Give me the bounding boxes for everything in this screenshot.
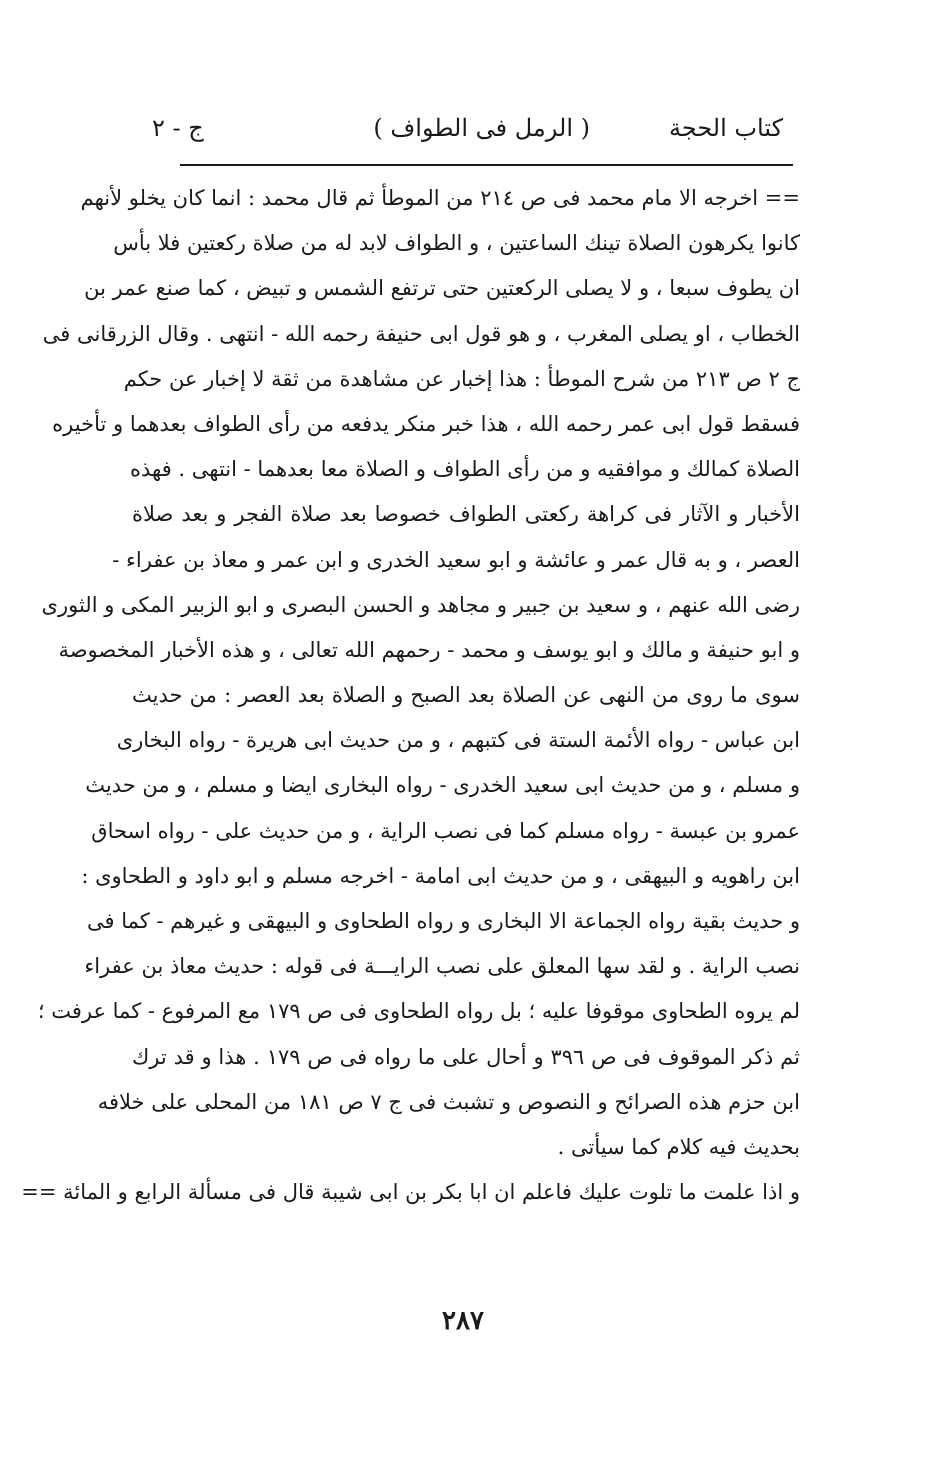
text-line: و مسلم ، و من حديث ابى سعيد الخدرى - رواه البخارى ايضا و مسلم ، و من حديث	[85, 773, 800, 798]
text-line: الخطاب ، او يصلى المغرب ، و هو قول ابى حنيفة رحمه الله - انتهى . وقال الزرقانى فى	[42, 321, 800, 346]
text-line: ابن عباس - رواه الأئمة الستة فى كتبهم ، و من حديث ابى هريرة - رواه البخارى	[116, 728, 800, 753]
body-text	[21, 176, 800, 1215]
text-line: نصب الراية . و لقد سها المعلق على نصب الرايـــة فى قوله : حديث معاذ بن عفراء	[84, 954, 800, 979]
text-line: الأخبار و الآثار فى كراهة ركعتى الطواف خصوصا بعد صلاة الفجر و بعد صلاة	[132, 502, 800, 527]
text-line: الصلاة كمالك و موافقيه و من رأى الطواف و الصلاة معا بعدهما - انتهى . فهذه	[130, 457, 800, 482]
text-line: == اخرجه الا مام محمد فى ص ٢١٤ من الموطأ ثم قال محمد : انما كان يخلو لأنهم	[80, 186, 800, 210]
text-line: ج ٢ ص ٢١٣ من شرح الموطأ : هذا إخبار عن مشاهدة من ثقة لا إخبار عن حكم	[123, 366, 800, 391]
text-line: و حديث بقية رواه الجماعة الا البخارى و رواه الطحاوى و البيهقى و غيرهم - كما فى	[86, 909, 800, 933]
text-line: فسقط قول ابى عمر رحمه الله ، هذا خبر منكر يدفعه من رأى الطواف بعدهما و تأخيره	[52, 411, 800, 436]
text-line: ابن راهويه و البيهقى ، و من حديث ابى امامة - اخرجه مسلم و ابو داود و الطحاوى :	[81, 863, 800, 888]
text-line: و ابو حنيفة و مالك و ابو يوسف و محمد - رحمهم الله تعالى ، و هذه الأخبار المخصوصة	[58, 637, 800, 662]
page-number: ٢٨٧	[442, 1306, 484, 1336]
text-line: العصر ، و به قال عمر و عائشة و ابو سعيد الخدرى و ابن عمر و معاذ بن عفراء -	[112, 547, 800, 572]
text-line: و اذا علمت ما تلوت عليك فاعلم ان ابا بكر بن ابى شيبة قال فى مسألة الرابع و المائة ==	[21, 1180, 800, 1205]
text-line: عمرو بن عبسة - رواه مسلم كما فى نصب الراية ، و من حديث على - رواه اسحاق	[91, 818, 800, 843]
chapter-topic: ( الرمل فى الطواف )	[373, 114, 590, 142]
header-divider	[180, 164, 793, 166]
volume-number: ج - ٢	[152, 114, 204, 142]
page-header	[140, 108, 795, 148]
text-line: بحديث فيه كلام كما سيأتى .	[557, 1134, 800, 1159]
text-line: رضى الله عنهم ، و سعيد بن جبير و مجاهد و الحسن البصرى و ابو الزبير المكى و الثورى	[41, 592, 800, 617]
text-line: كانوا يكرهون الصلاة تينك الساعتين ، و الطواف لابد له من صلاة ركعتين فلا بأس	[113, 231, 800, 256]
text-line: ثم ذكر الموقوف فى ص ٣٩٦ و أحال على ما رواه فى ص ١٧٩ . هذا و قد ترك	[132, 1044, 800, 1069]
text-line: ان يطوف سبعا ، و لا يصلى الركعتين حتى ترتفع الشمس و تبيض ، كما صنع عمر بن	[84, 276, 800, 301]
text-line: سوى ما روى من النهى عن الصلاة بعد الصبح و الصلاة بعد العصر : من حديث	[132, 683, 800, 708]
text-line: لم يروه الطحاوى موقوفا عليه ؛ بل رواه الطحاوى فى ص ١٧٩ مع المرفوع - كما عرفت ؛	[37, 999, 800, 1024]
text-line: ابن حزم هذه الصرائح و النصوص و تشبث فى ج ٧ ص ١٨١ من المحلى على خلافه	[97, 1089, 800, 1114]
book-title: كتاب الحجة	[668, 114, 783, 142]
